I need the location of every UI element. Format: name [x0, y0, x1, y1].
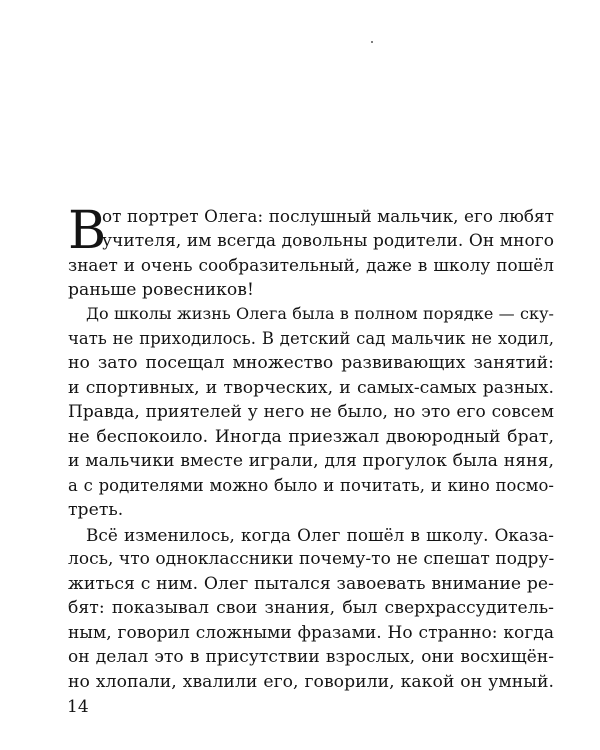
text-line: ным, говорил сложными фразами. Но странно: когда	[68, 622, 554, 643]
text-line: не беспокоило. Иногда приезжал двоюродный брат,	[68, 426, 554, 447]
text-line: учителя, им всегда довольны родители. Он много	[102, 230, 554, 251]
text-line: раньше ровесников!	[68, 279, 254, 300]
text-line: и мальчики вместе играли, для прогулок была няня,	[68, 451, 554, 471]
text-line: а с родителями можно было и почитать, и кино посмо-	[68, 475, 554, 495]
text-line: лось, что одноклассники почему-то не спешат подру-	[68, 549, 555, 569]
text-line: житься с ним. Олег пытался завоевать внимание ре-	[68, 573, 554, 594]
body-text	[68, 201, 555, 694]
text-line: и спортивных, и творческих, и самых-самых разных.	[68, 377, 554, 398]
text-line: знает и очень сообразительный, даже в школу пошёл	[68, 255, 554, 275]
text-line: бят: показывал свои знания, был сверхрассудитель-	[68, 598, 554, 618]
drop-cap: В	[68, 201, 107, 261]
print-speck	[371, 41, 373, 43]
text-line: До школы жизнь Олега была в полном порядке — ску-	[86, 304, 554, 323]
text-line: но хлопали, хвалили его, говорили, какой он умный.	[68, 671, 554, 692]
text-line: Правда, приятелей у него не было, но это его совсем	[68, 402, 554, 422]
text-line: чать не приходилось. В детский сад мальчик не ходил,	[68, 328, 554, 348]
text-line: Всё изменилось, когда Олег пошёл в школу. Оказа-	[86, 524, 554, 545]
text-line: треть.	[68, 500, 124, 520]
text-line: но зато посещал множество развивающих занятий:	[68, 353, 554, 373]
text-line: он делал это в присутствии взрослых, они восхищён-	[68, 647, 554, 667]
text-line: от портрет Олега: послушный мальчик, его любят	[102, 206, 554, 226]
page-number: 14	[67, 697, 89, 717]
